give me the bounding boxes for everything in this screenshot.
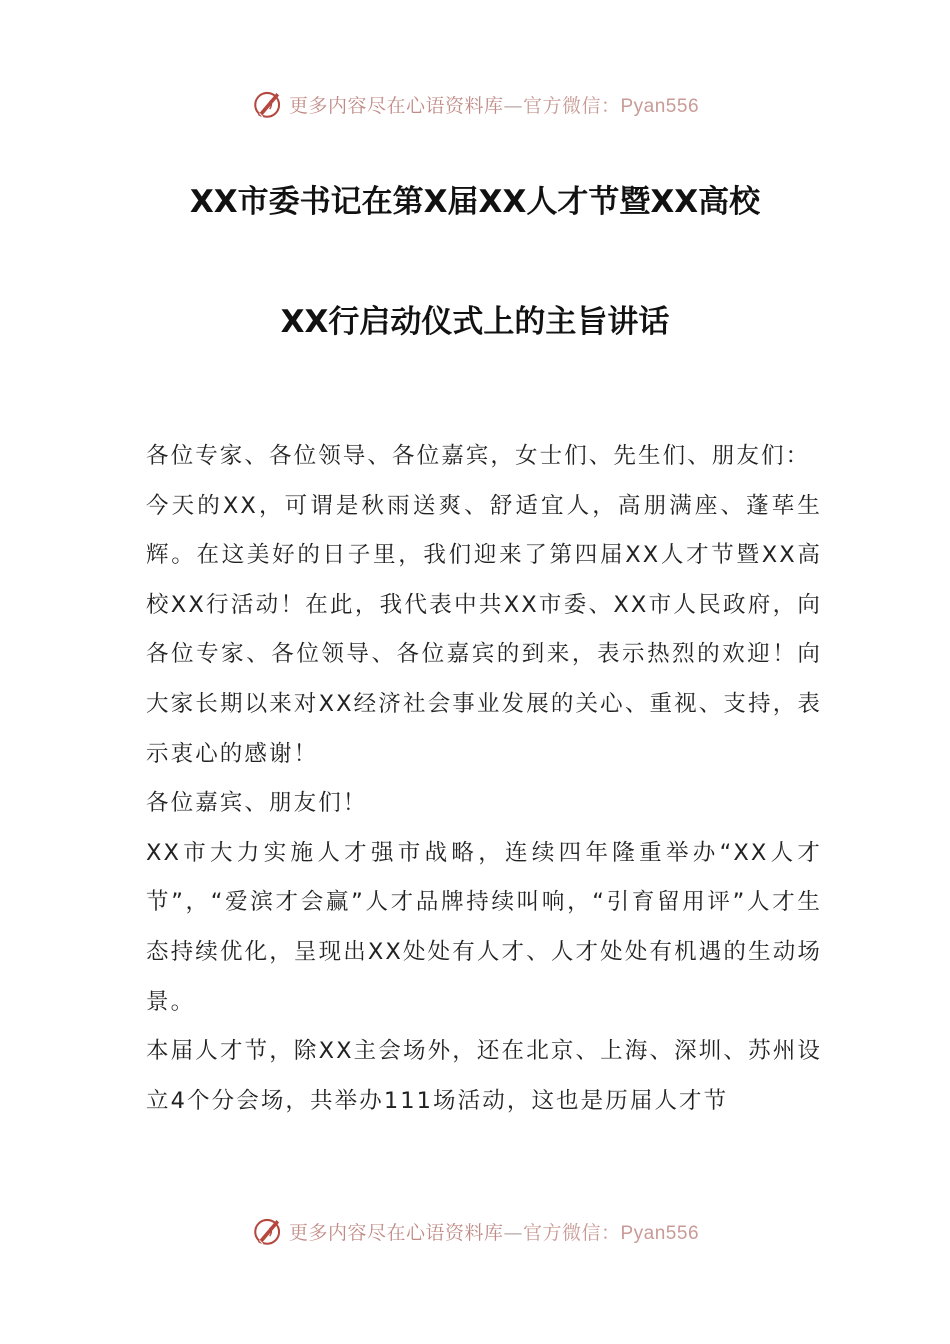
paragraph: 今天的XX，可谓是秋雨送爽、舒适宜人，高朋满座、蓬荜生辉。在这美好的日子里，我们迎来了第四届XX人才节暨XX高校XX行活动！在此，我代表中共XX市委、XX市人民政府，向各位专家、各位领导、各位嘉宾的到来，表示热烈的欢迎！向大家长期以来对XX经济社会事业发展的关心、重视、支持，表示衷心的感谢！ — [146, 492, 822, 767]
pen-quill-logo-icon — [251, 87, 285, 121]
page-title-line-2: XX行启动仪式上的主旨讲话 — [280, 304, 670, 340]
wechat-handle: Pyan556 — [620, 95, 700, 117]
watermark-text: 更多内容尽在心语资料库—官方微信：Pyan556 — [288, 94, 700, 117]
watermark-text: 更多内容尽在心语资料库—官方微信：Pyan556 — [288, 1221, 700, 1244]
wechat-handle: Pyan556 — [620, 1222, 700, 1244]
pen-quill-logo-icon — [251, 1214, 285, 1248]
paragraph: 各位嘉宾、朋友们！ — [146, 790, 368, 817]
paragraph: XX市大力实施人才强市战略，连续四年隆重举办“XX人才节”，“爱滨才会赢”人才品牌持续叫响，“引育留用评”人才生态持续优化，呈现出XX处处有人才、人才处处有机遇的生动场景。 — [146, 839, 822, 1015]
speech-body — [146, 432, 822, 1126]
watermark-banner-bottom — [0, 1211, 950, 1251]
page-title-line-1: XX市委书记在第X届XX人才节暨XX高校 — [189, 184, 761, 220]
paragraph: 各位专家、各位领导、各位嘉宾，女士们、先生们、朋友们： — [146, 443, 811, 469]
watermark-banner-top — [0, 84, 950, 124]
paragraph: 本届人才节，除XX主会场外，还在北京、上海、深圳、苏州设立4个分会场，共举办111场活动，这也是历届人才节 — [146, 1038, 822, 1114]
